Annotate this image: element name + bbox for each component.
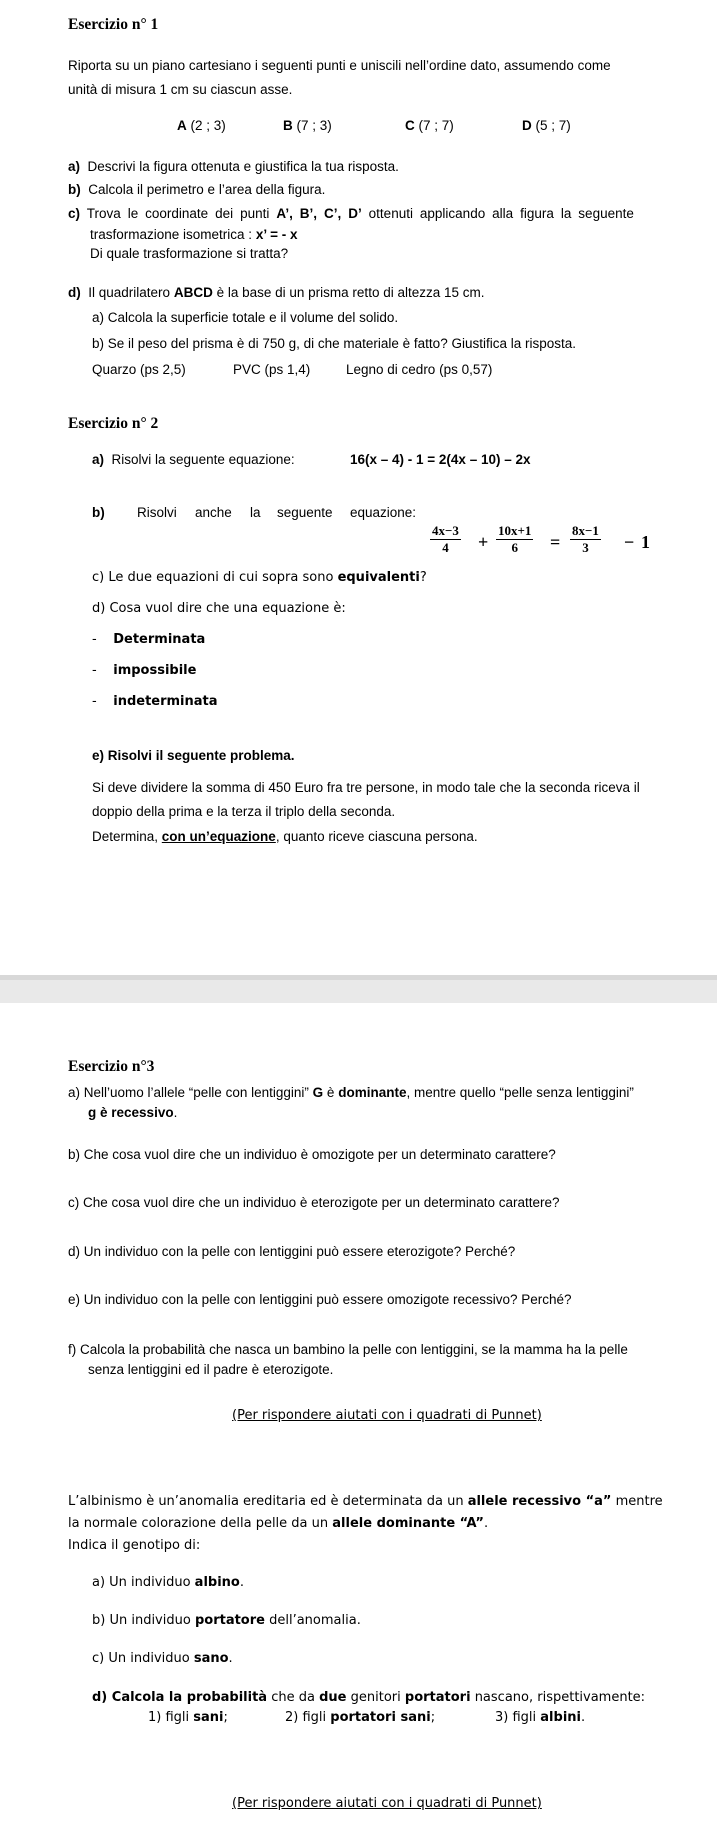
material-quartz: Quarzo (ps 2,5) bbox=[92, 362, 186, 377]
point-b: B (7 ; 3) bbox=[283, 118, 332, 133]
material-cedar: Legno di cedro (ps 0,57) bbox=[346, 362, 493, 377]
ex2-problem-line-2: doppio della prima e la terza il triplo della seconda. bbox=[92, 804, 396, 819]
page-separator-shadow bbox=[0, 975, 717, 980]
exercise-3-title: Esercizio n°3 bbox=[68, 1058, 155, 1075]
ex2-item-d: d) Cosa vuol dire che una equazione è: bbox=[92, 601, 346, 616]
ex2-problem-line-3: Determina, con un’equazione, quanto riceve ciascuna persona. bbox=[92, 829, 478, 844]
ex2-item-e-title: e) Risolvi il seguente problema. bbox=[92, 748, 295, 763]
ex2-b-word-4: seguente bbox=[277, 505, 333, 520]
ex3-item-e: e) Un individuo con la pelle con lentiggini può essere omozigote recessivo? Perché? bbox=[68, 1292, 572, 1307]
ex3-item-b: b) Che cosa vuol dire che un individuo è omozigote per un determinato carattere? bbox=[68, 1147, 556, 1162]
albinism-line-2: la normale colorazione della pelle da un allele dominante “A”. bbox=[68, 1516, 489, 1531]
ex1-item-a: a) Descrivi la figura ottenuta e giustifica la tua risposta. bbox=[68, 159, 399, 174]
genotype-c: c) Un individuo sano. bbox=[92, 1651, 233, 1666]
ex1-item-c-line-2: trasformazione isometrica : x’ = - x bbox=[90, 227, 298, 242]
exercise-2-title: Esercizio n° 2 bbox=[68, 415, 159, 432]
ex2-item-c: c) Le due equazioni di cui sopra sono equivalenti? bbox=[92, 570, 427, 585]
ex1-item-d-a: a) Calcola la superficie totale e il volume del solido. bbox=[92, 310, 399, 325]
op-equals: = bbox=[550, 532, 561, 552]
albinism-line-1: L’albinismo è un’anomalia ereditaria ed è determinata da un allele recessivo “a” mentre bbox=[68, 1494, 663, 1509]
list-item-impossibile: - impossibile bbox=[92, 663, 197, 678]
ex3-item-f-line-2: senza lentiggini ed il padre è eterozigote. bbox=[88, 1362, 334, 1377]
albinism-line-3: Indica il genotipo di: bbox=[68, 1538, 201, 1553]
list-item-indeterminata: - indeterminata bbox=[92, 694, 218, 709]
punnet-hint-2: (Per rispondere aiutati con i quadrati di Punnet) bbox=[232, 1796, 542, 1811]
material-pvc: PVC (ps 1,4) bbox=[233, 362, 311, 377]
ex2-item-b: b) bbox=[92, 505, 105, 520]
ex2-b-word-5: equazione: bbox=[350, 505, 417, 520]
option-3: 3) figli albini. bbox=[495, 1710, 586, 1725]
op-one: 1 bbox=[641, 532, 650, 552]
point-c: C (7 ; 7) bbox=[405, 118, 454, 133]
ex2-equation-a: 16(x – 4) - 1 = 2(4x – 10) – 2x bbox=[350, 452, 531, 467]
ex2-b-word-2: anche bbox=[195, 505, 232, 520]
ex2-item-a: a) Risolvi la seguente equazione: bbox=[92, 452, 295, 467]
ex3-item-f-line-1: f) Calcola la probabilità che nasca un bambino la pelle con lentiggini, se la mamma ha la pelle bbox=[68, 1342, 628, 1357]
punnet-hint-1: (Per rispondere aiutati con i quadrati di Punnet) bbox=[232, 1408, 542, 1423]
op-minus: − bbox=[624, 532, 635, 552]
ex3-item-d: d) Un individuo con la pelle con lentiggini può essere eterozigote? Perché? bbox=[68, 1244, 516, 1259]
page-2 bbox=[0, 1003, 717, 1832]
ex1-item-c-line-1: c) Trova le coordinate dei punti A’, B’, C’, D’ ottenuti applicando alla figura la seguente bbox=[68, 206, 634, 221]
exercise-1-title: Esercizio n° 1 bbox=[68, 16, 159, 33]
ex1-item-c-line-3: Di quale trasformazione si tratta? bbox=[90, 246, 289, 261]
point-d: D (5 ; 7) bbox=[522, 118, 571, 133]
fraction-3: $\frac{8x-1}{3}$ bbox=[572, 523, 599, 555]
ex3-item-c: c) Che cosa vuol dire che un individuo è eterozigote per un determinato carattere? bbox=[68, 1195, 560, 1210]
list-item-determinata: - Determinata bbox=[92, 632, 206, 647]
option-2: 2) figli portatori sani; bbox=[285, 1710, 436, 1725]
ex1-intro-line-2: unità di misura 1 cm su ciascun asse. bbox=[68, 82, 293, 97]
genotype-b: b) Un individuo portatore dell’anomalia. bbox=[92, 1613, 361, 1628]
ex2-problem-line-1: Si deve dividere la somma di 450 Euro fra tre persone, in modo tale che la seconda riceva il bbox=[92, 780, 640, 795]
ex2-b-word-1: Risolvi bbox=[137, 505, 177, 520]
ex1-item-d-b: b) Se il peso del prisma è di 750 g, di che materiale è fatto? Giustifica la risposta. bbox=[92, 336, 576, 351]
ex1-item-d: d) Il quadrilatero ABCD è la base di un prisma retto di altezza 15 cm. bbox=[68, 285, 485, 300]
op-plus: + bbox=[478, 532, 489, 552]
point-a: A (2 ; 3) bbox=[177, 118, 226, 133]
ex1-intro-line-1: Riporta su un piano cartesiano i seguenti punti e uniscili nell’ordine dato, assumendo come bbox=[68, 58, 611, 73]
genotype-d: d) Calcola la probabilità che da due genitori portatori nascano, rispettivamente: bbox=[92, 1690, 646, 1705]
ex3-item-a-line-1: a) Nell’uomo l’allele “pelle con lentiggini” G è dominante, mentre quello “pelle senza lentiggini” bbox=[68, 1085, 634, 1100]
fraction-1: $\frac{4x-3}{4}$ bbox=[432, 523, 459, 555]
ex3-item-a-line-2: g è recessivo. bbox=[88, 1105, 178, 1120]
genotype-a: a) Un individuo albino. bbox=[92, 1575, 244, 1590]
fraction-2: $\frac{10x+1}{6}$ bbox=[498, 523, 532, 555]
ex2-b-word-3: la bbox=[250, 505, 261, 520]
ex1-item-b: b) Calcola il perimetro e l’area della figura. bbox=[68, 182, 326, 197]
option-1: 1) figli sani; bbox=[148, 1710, 228, 1725]
